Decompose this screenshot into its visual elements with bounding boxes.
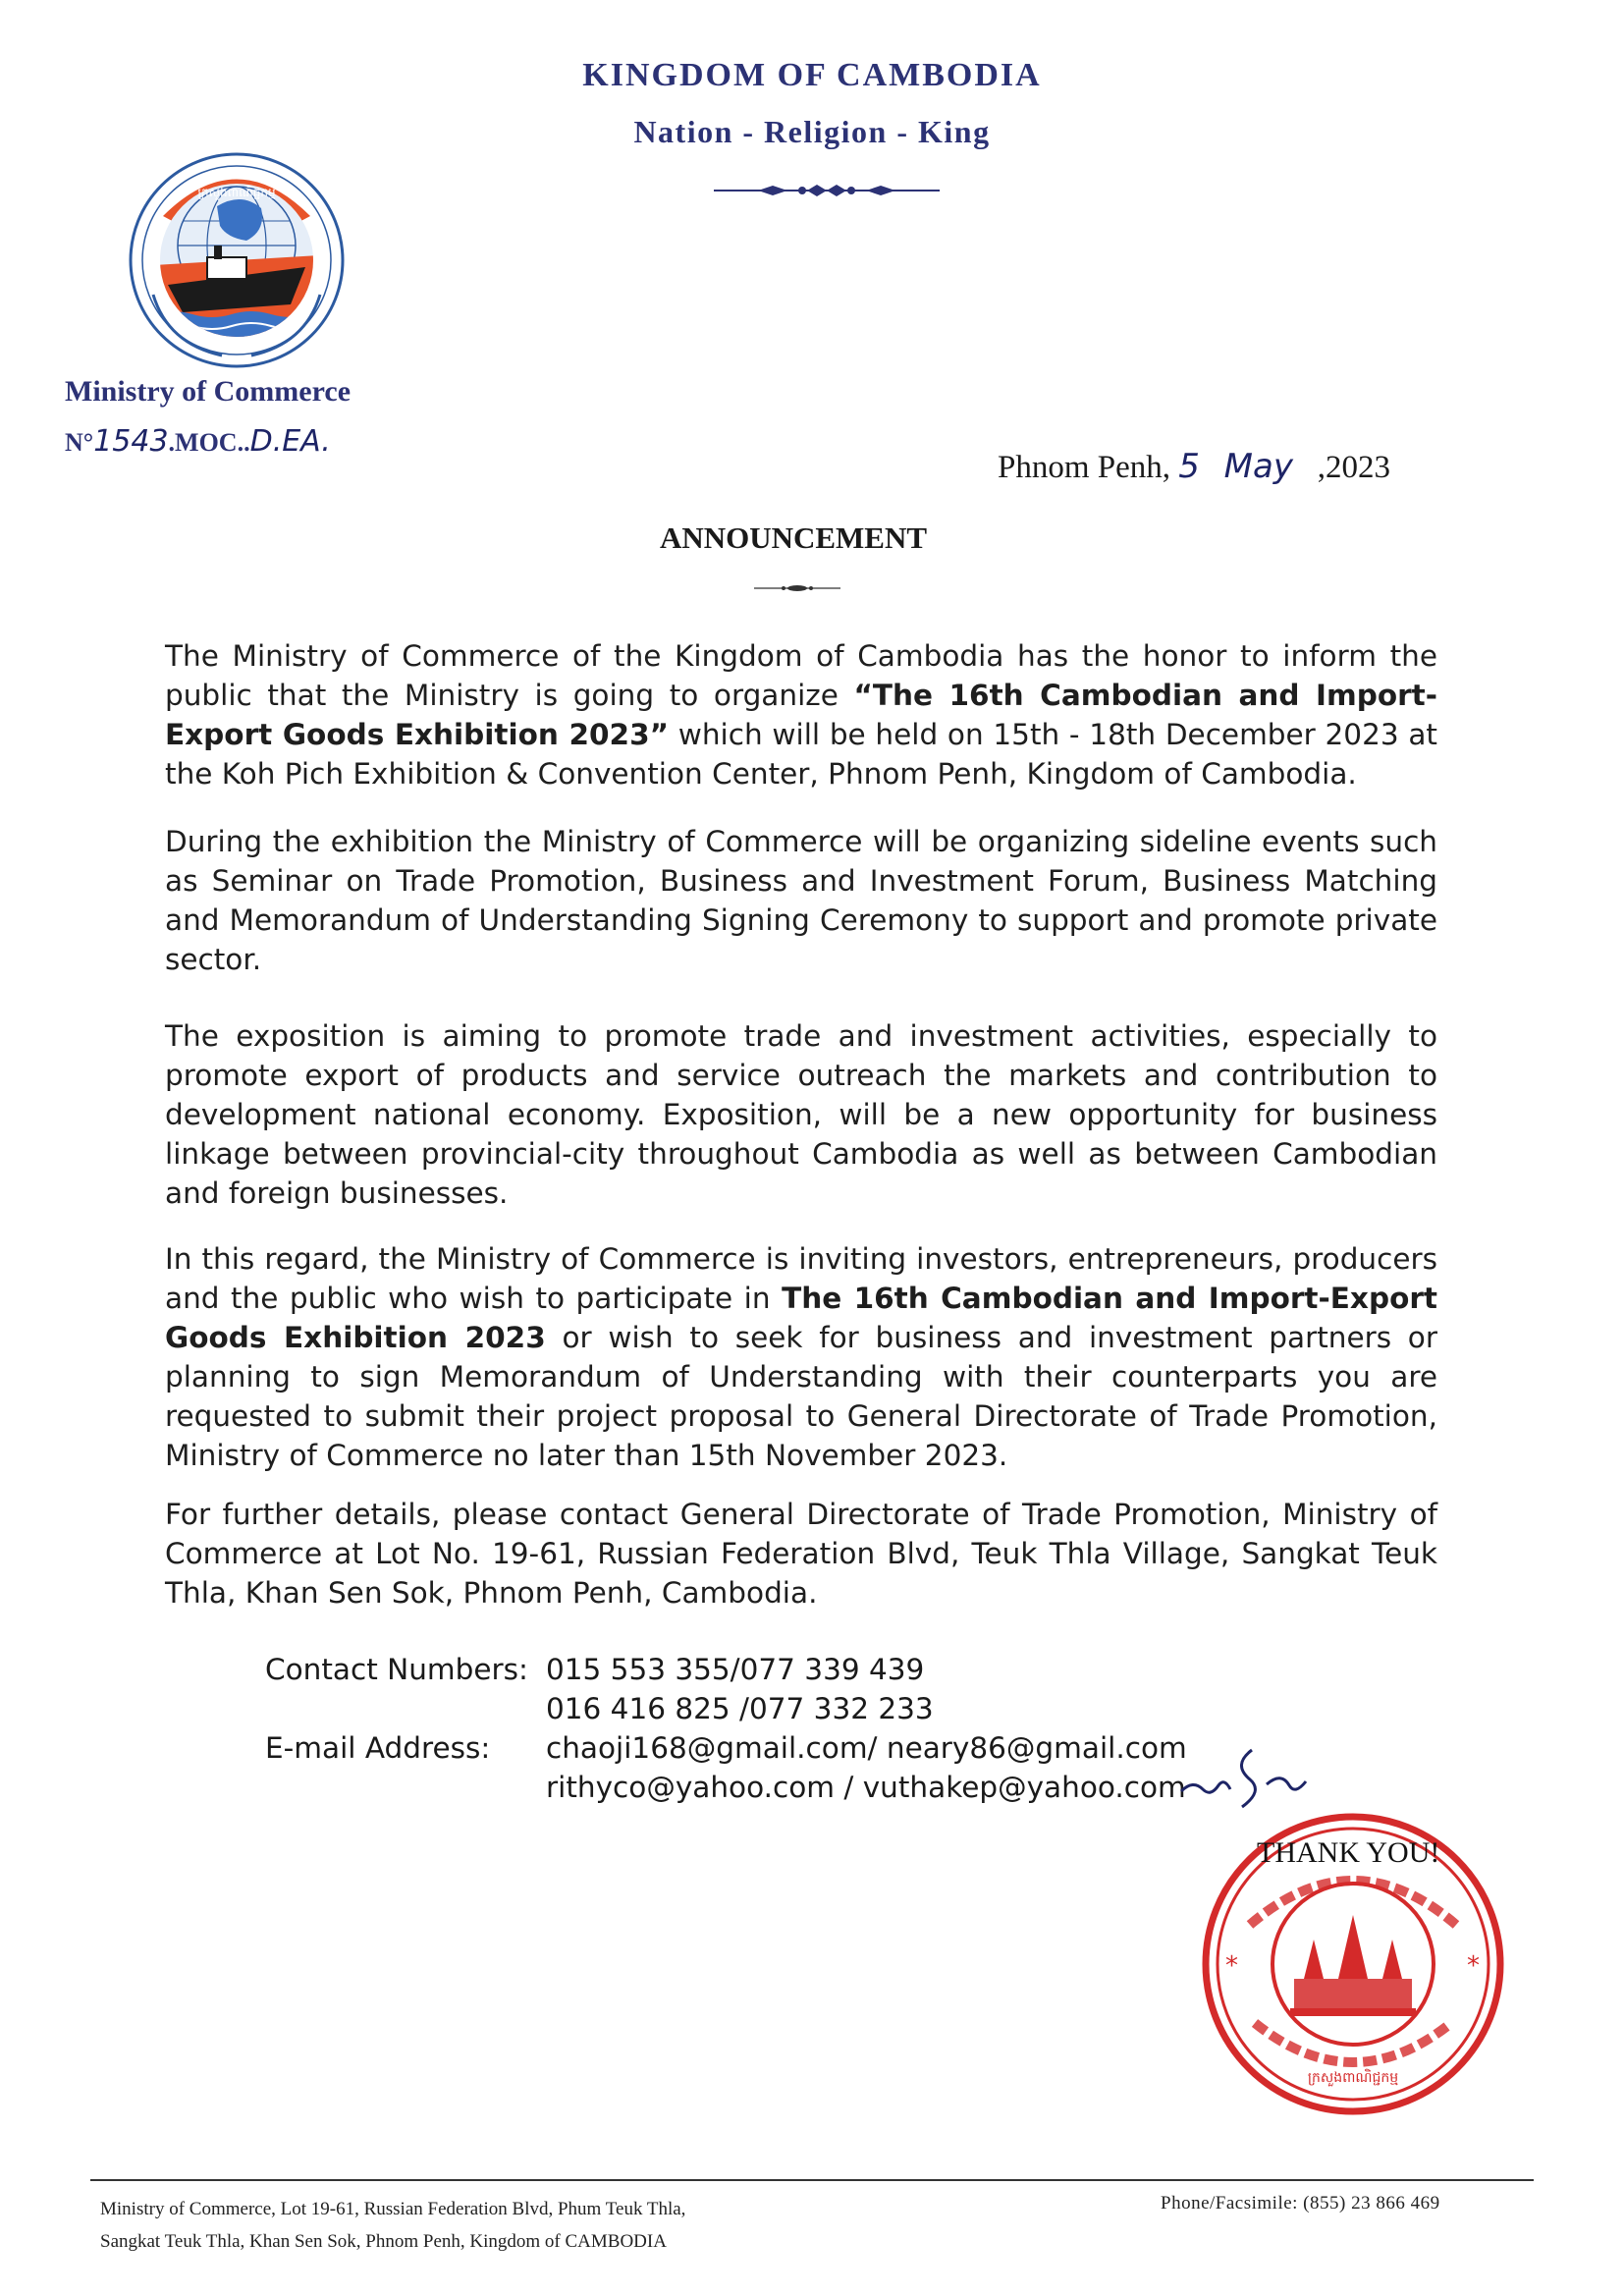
ministry-seal-logo	[124, 147, 350, 373]
paragraph-exposition-aim: The exposition is aiming to promote trade and investment activities, especially to promote export of products and service outreach the markets and contribution to development national economy. Exposition, will be a new opportunity for business linkage between provincial-city throughout Cambodia as well as between Cambodian and foreign businesses.	[165, 1019, 1437, 1210]
ministry-name: Ministry of Commerce	[65, 375, 352, 408]
title-ornament-icon	[754, 578, 840, 597]
kingdom-heading: KINGDOM OF CAMBODIA	[582, 57, 1042, 93]
contact-number-2: 016 416 825 /077 332 233	[546, 1692, 934, 1725]
email-1: chaoji168@gmail.com/ neary86@gmail.com	[546, 1731, 1187, 1765]
ref-prefix: N°	[65, 428, 94, 457]
stamp-label: ក្រសួងពាណិជ្ជកម្ម	[1307, 2070, 1399, 2086]
contact-numbers-label: Contact Numbers:	[265, 1653, 528, 1686]
footer-divider	[90, 2179, 1534, 2181]
footer-address	[100, 2193, 685, 2258]
paragraph-intro	[165, 636, 1437, 793]
date-year: ,2023	[1317, 450, 1390, 485]
email-2: rithyco@yahoo.com / vuthakep@yahoo.com	[546, 1771, 1186, 1804]
paragraph-intro-text-b: which will be held on 15th - 18th December 2023 at the Koh Pich Exhibition & Convention Center, Phnom Penh, Kingdom of Cambodia.	[165, 718, 1437, 791]
paragraph-invitation	[165, 1239, 1437, 1475]
ornament-divider-icon	[714, 183, 940, 201]
exhibition-name-bold: “The 16th Cambodian and Import-Export Goods Exhibition 2023”	[165, 679, 1437, 751]
footer-address-line-1: Ministry of Commerce, Lot 19-61, Russian Federation Blvd, Phum Teuk Thla,	[100, 2199, 686, 2219]
footer-phone: Phone/Facsimile: (855) 23 866 469	[1161, 2193, 1440, 2214]
reference-number	[65, 424, 331, 459]
paragraph-intro-text-a: The Ministry of Commerce of the Kingdom of Cambodia has the honor to inform the public that the Ministry is going to organize	[165, 639, 1437, 712]
svg-text:*: *	[1225, 1951, 1238, 1981]
national-motto: Nation - Religion - King	[633, 114, 991, 149]
handwritten-signature-icon	[1173, 1730, 1321, 1819]
ref-number: 1543	[93, 424, 169, 459]
announcement-title: ANNOUNCEMENT	[659, 520, 928, 555]
paragraph-invitation-text-a: In this regard, the Ministry of Commerce is inviting investors, entrepreneurs, producers and the public who wish to participate in	[165, 1242, 1437, 1315]
email-label: E-mail Address:	[265, 1731, 491, 1765]
contact-number-1: 015 553 355/077 339 439	[546, 1653, 925, 1686]
date-line	[998, 447, 1390, 486]
ref-middle: .MOC..	[168, 428, 250, 457]
exhibition-name-bold-2: The 16th Cambodian and Import-Export Goods Exhibition 2023	[165, 1282, 1437, 1354]
paragraph-sideline-events: During the exhibition the Ministry of Commerce will be organizing sideline events such as Seminar on Trade Promotion, Business and Investment Forum, Business Matching and Memorandum of Understanding Signing Ceremony to support and promote private sector.	[165, 825, 1437, 976]
ref-suffix: D.EA.	[249, 424, 331, 459]
date-month: May	[1223, 447, 1293, 486]
contact-block	[265, 1650, 1187, 1807]
seal-label: ក្រសួងពាណិជ្ជកម្ម	[197, 186, 276, 199]
footer-address-line-2: Sangkat Teuk Thla, Khan Sen Sok, Phnom Penh, Kingdom of CAMBODIA	[100, 2231, 667, 2252]
svg-text:*: *	[1467, 1951, 1480, 1981]
paragraph-further-details: For further details, please contact General Directorate of Trade Promotion, Ministry of Commerce at Lot No. 19-61, Russian Federation Blvd, Teuk Thla Village, Sangkat Teuk Thla, Khan Sen Sok, Phnom Penh, Cambodia.	[165, 1498, 1437, 1610]
date-day: 5	[1178, 447, 1200, 486]
date-place: Phnom Penh,	[998, 450, 1171, 485]
thank-you-text: THANK YOU!	[1257, 1836, 1440, 1869]
paragraph-invitation-text-b: or wish to seek for business and investment partners or planning to sign Memorandum of Understanding with their counterparts you are requested to submit their project proposal to General Directorate of Trade Promotion, Ministry of Commerce no later than 15th November 2023.	[165, 1321, 1437, 1472]
